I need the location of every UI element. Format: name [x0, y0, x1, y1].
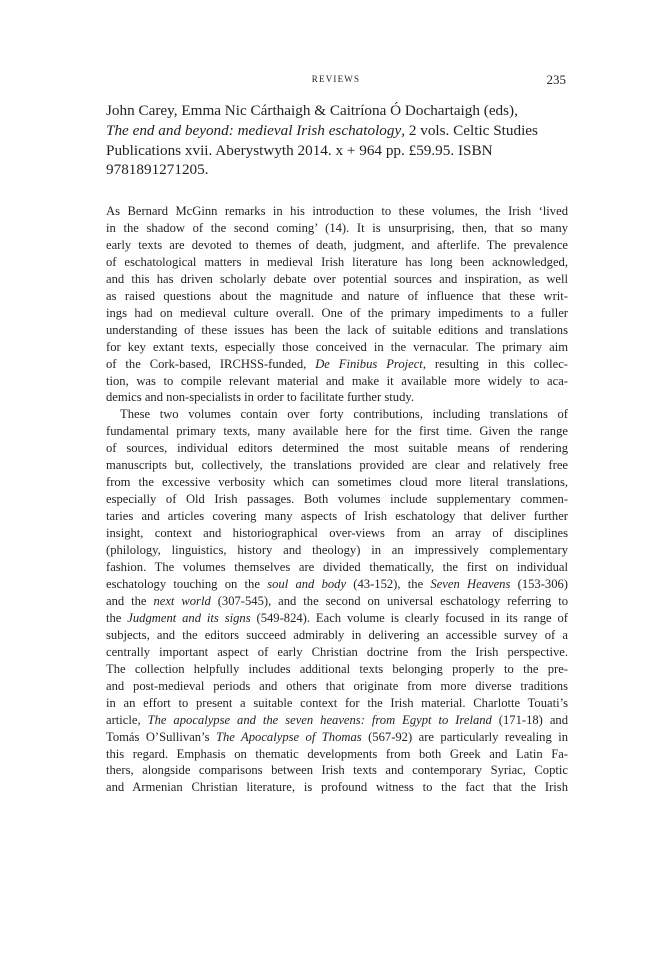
- citation-volumes: , 2 vols. Celtic Studies: [401, 121, 538, 139]
- citation-isbn: 9781891271205.: [106, 161, 209, 179]
- text-line: subjects, and the editors succeed admirably in delivering an accessible survey of a: [106, 627, 568, 642]
- text-line: As Bernard McGinn remarks in his introduction to these volumes, the Irish ‘lived: [106, 204, 568, 218]
- text-line: These two volumes contain over forty contributions, including translations of: [120, 407, 568, 422]
- book-title: The end and beyond: medieval Irish eschatology: [106, 121, 402, 139]
- project-name: De Finibus Project: [315, 356, 423, 371]
- text-line: especially of Old Irish passages. Both volumes include supplementary commen-: [106, 492, 568, 507]
- citation-line-2: [106, 121, 568, 141]
- text-line: insight, context and historiographical over-views from an array of disciplines: [106, 526, 568, 541]
- text-line: taries and articles covering many aspects of Irish eschatology that deliver further: [106, 509, 568, 524]
- text-line: as raised questions about the magnitude and nature of influence that these writ-: [106, 288, 568, 303]
- text-line: and the next world (307-545), and the second on universal eschatology referring to: [106, 593, 568, 608]
- text-line: fashion. The volumes themselves are divided thematically, the first on individual: [106, 560, 568, 575]
- citation-publisher: Publications xvii. Aberystwyth 2014. x + 964 pp. £59.95. ISBN: [106, 141, 493, 159]
- book-citation: [106, 101, 568, 180]
- text-line: article, The apocalypse and the seven heavens: from Egypt to Ireland (171-18) and: [106, 712, 569, 727]
- text-line: and this has driven scholarly debate over potential sources and inspiration, as well: [106, 271, 568, 286]
- citation-editors: John Carey, Emma Nic Cárthaigh & Caitríona Ó Dochartaigh (eds),: [106, 102, 518, 119]
- text-line: demics and non-specialists in order to facilitate further study.: [106, 390, 414, 405]
- article-title: The Apocalypse of Thomas: [215, 729, 362, 744]
- text-line: the Judgment and its signs (549-824). Each volume is clearly focused in its range of: [106, 610, 568, 625]
- text-line: and Armenian Christian literature, is profound witness to the fact that the Irish: [106, 780, 568, 795]
- text-line: centrally important aspect of early Christian doctrine from the Irish perspective.: [106, 644, 568, 659]
- text-line: Tomás O’Sullivan’s The Apocalypse of Thomas (567-92) are particularly revealing in: [106, 729, 568, 744]
- text-line: tion, was to compile relevant material and make it available more widely to aca-: [106, 373, 568, 388]
- section-title: Seven Heavens: [430, 576, 511, 591]
- paragraph-2: [106, 406, 568, 796]
- text-line: of eschatological matters in medieval Irish literature has long been acknowledged,: [106, 254, 568, 269]
- paragraph-1: [106, 203, 568, 406]
- text-line: from the excessive verbosity which can sometimes cloud more literal translations,: [106, 475, 568, 490]
- text-line: The collection helpfully includes additional texts belonging properly to the pre-: [106, 661, 568, 676]
- text-line: early texts are devoted to themes of death, judgment, and afterlife. The prevalence: [106, 237, 568, 252]
- text-line: (philology, linguistics, history and theology) in an impressively complementary: [106, 543, 568, 558]
- text-line: of the Cork-based, IRCHSS-funded, De Finibus Project, resulting in this collec-: [106, 356, 568, 371]
- page-number: 235: [546, 72, 566, 87]
- text-line: of sources, individual editors determined the most suitable means of rendering: [106, 441, 568, 456]
- text-line: and post-medieval periods and others that originate from more diverse traditions: [106, 678, 568, 693]
- text-line: eschatology touching on the soul and body (43-152), the Seven Heavens (153-306): [106, 576, 568, 591]
- text-line: understanding of these issues has been the lack of suitable editions and translations: [106, 322, 568, 337]
- text-line: ings had on medieval culture overall. One of the primary impediments to a fuller: [106, 305, 568, 320]
- section-title: soul and body: [267, 576, 347, 591]
- text-line: in the shadow of the second coming’ (14). It is unsurprising, then, that so many: [106, 220, 568, 235]
- text-line: for key extant texts, especially those conceived in the vernacular. The primary aim: [106, 339, 568, 354]
- review-body: [106, 203, 568, 796]
- text-line: in an effort to present a suitable context for the Irish material. Charlotte Touati’s: [106, 695, 568, 710]
- running-title: REVIEWS: [311, 74, 361, 84]
- running-head: [106, 74, 566, 88]
- section-title: Judgment and its signs: [127, 610, 251, 625]
- article-title: The apocalypse and the seven heavens: from Egypt to Ireland: [147, 712, 492, 727]
- text-line: fundamental primary texts, many available here for the first time. Given the range: [106, 424, 568, 439]
- text-line: this regard. Emphasis on thematic developments from both Greek and Latin Fa-: [106, 746, 568, 761]
- text-line: thers, alongside comparisons between Irish texts and contemporary Syriac, Coptic: [106, 763, 568, 778]
- text-line: manuscripts but, collectively, the translations provided are clear and relatively free: [106, 458, 568, 473]
- section-title: next world: [153, 593, 211, 608]
